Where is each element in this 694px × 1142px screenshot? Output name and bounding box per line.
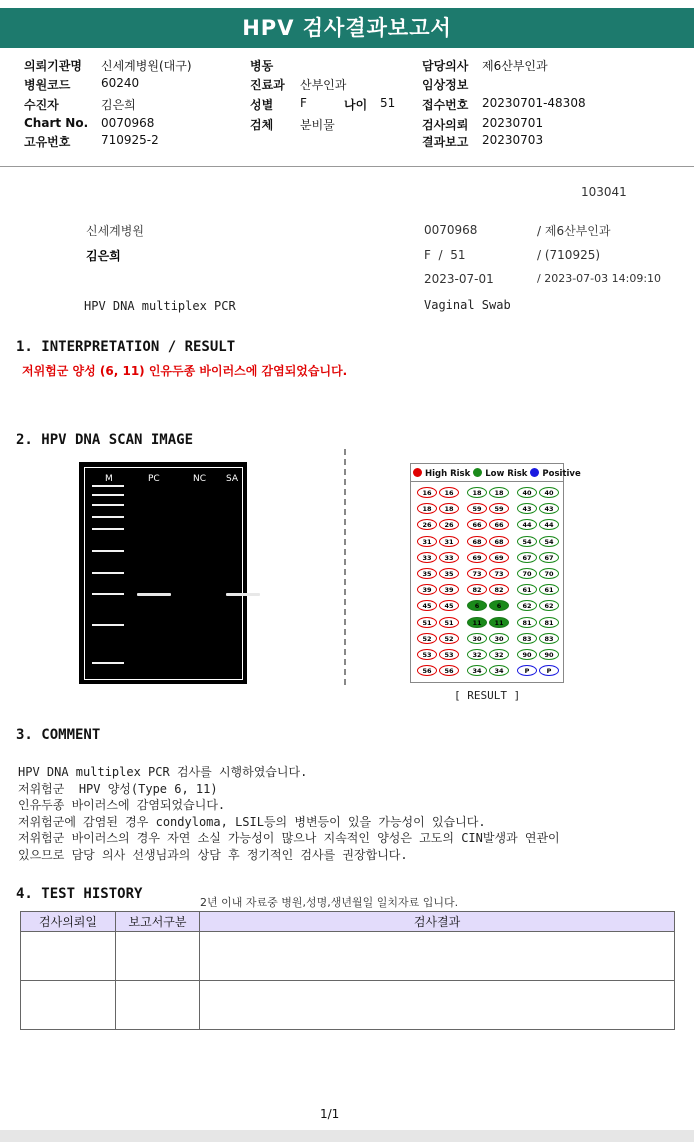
genotype-oval: 68 <box>467 536 487 547</box>
genotype-oval: 18 <box>489 487 509 498</box>
genotype-oval: 43 <box>517 503 537 514</box>
genotype-oval: 69 <box>467 552 487 563</box>
print-test-name: HPV DNA multiplex PCR <box>84 299 236 313</box>
header-label: 병원코드 <box>24 78 71 92</box>
lane-label-sa: SA <box>226 474 239 484</box>
page-number: 1/1 <box>320 1107 340 1121</box>
header-label: 성별 <box>250 98 274 112</box>
history-col-request-date: 검사의뢰일 <box>21 912 116 932</box>
history-table <box>20 911 675 1030</box>
genotype-oval: 35 <box>417 568 437 579</box>
genotype-oval: 33 <box>439 552 459 563</box>
genotype-oval: 32 <box>467 649 487 660</box>
print-specimen: Vaginal Swab <box>424 298 511 312</box>
genotype-oval: 44 <box>539 519 559 530</box>
report-title: HPV 검사결과보고서 <box>0 8 694 48</box>
genotype-oval: 6 <box>489 600 509 611</box>
header-label: 담당의사 <box>422 59 469 73</box>
genotype-oval: 18 <box>439 503 459 514</box>
section-scan-image-heading: 2. HPV DNA SCAN IMAGE <box>16 432 194 448</box>
footer-bar <box>0 1130 694 1142</box>
header-label: 수진자 <box>24 98 59 112</box>
high-risk-dot <box>413 468 422 477</box>
ladder-band <box>92 516 124 518</box>
genotype-oval: 11 <box>489 617 509 628</box>
history-col-result: 검사결과 <box>200 912 675 932</box>
genotype-oval: 67 <box>517 552 537 563</box>
hpv-genotype-panel <box>410 463 581 683</box>
header-divider <box>0 166 694 167</box>
header-value: 60240 <box>101 76 140 90</box>
print-patient: 김은희 <box>86 249 121 263</box>
genotype-oval: 52 <box>417 633 437 644</box>
genotype-oval: 73 <box>467 568 487 579</box>
genotype-oval: 61 <box>517 584 537 595</box>
ladder-band <box>92 485 124 487</box>
header-value: 신세계병원(대구) <box>101 59 192 73</box>
ladder-band <box>92 593 124 595</box>
genotype-oval: 81 <box>539 617 559 628</box>
legend-pos: Positive <box>542 469 581 479</box>
section-interpretation-heading: 1. INTERPRETATION / RESULT <box>16 339 236 355</box>
genotype-oval: 83 <box>517 633 537 644</box>
genotype-oval: 11 <box>467 617 487 628</box>
genotype-oval: 62 <box>517 600 537 611</box>
genotype-oval: 16 <box>417 487 437 498</box>
ladder-band <box>92 528 124 530</box>
ladder-band <box>92 624 124 626</box>
ladder-band <box>92 504 124 506</box>
header-label: Chart No. <box>24 116 89 130</box>
ladder-band <box>92 494 124 496</box>
header-value: 0070968 <box>101 116 155 130</box>
header-label: 검사의뢰 <box>422 118 469 132</box>
genotype-oval: 56 <box>417 665 437 676</box>
positive-dot <box>530 468 539 477</box>
interpretation-result: 저위험군 양성 (6, 11) 인유두종 바이러스에 감염되었습니다. <box>22 364 348 378</box>
gel-electrophoresis-image <box>80 463 246 683</box>
print-chart: 0070968 <box>424 223 478 237</box>
genotype-oval: 45 <box>439 600 459 611</box>
genotype-oval: 66 <box>489 519 509 530</box>
age-value: 51 <box>380 96 396 110</box>
print-birth: / (710925) <box>537 248 601 262</box>
genotype-oval: 90 <box>539 649 559 660</box>
legend-high: High Risk <box>424 469 471 479</box>
genotype-oval: 30 <box>489 633 509 644</box>
print-dept: / 제6산부인과 <box>537 224 611 238</box>
table-row <box>21 932 675 981</box>
genotype-oval: 62 <box>539 600 559 611</box>
genotype-oval: 43 <box>539 503 559 514</box>
print-sex-age: F / 51 <box>424 248 466 262</box>
comment-text <box>18 764 560 863</box>
genotype-oval: 32 <box>489 649 509 660</box>
genotype-oval: 39 <box>417 584 437 595</box>
history-header-row <box>21 912 675 932</box>
print-report-datetime: / 2023-07-03 14:09:10 <box>537 272 662 285</box>
header-value: 20230701-48308 <box>482 96 586 110</box>
genotype-oval: 83 <box>539 633 559 644</box>
genotype-oval: P <box>517 665 537 676</box>
genotype-oval: 90 <box>517 649 537 660</box>
ladder-band <box>92 550 124 552</box>
print-hospital: 신세계병원 <box>86 224 144 238</box>
genotype-oval: 66 <box>467 519 487 530</box>
age-label: 나이 <box>344 98 368 112</box>
genotype-oval: 40 <box>539 487 559 498</box>
genotype-oval: 73 <box>489 568 509 579</box>
result-caption: [ RESULT ] <box>454 689 521 702</box>
genotype-oval: 81 <box>517 617 537 628</box>
genotype-oval: 68 <box>489 536 509 547</box>
genotype-oval: 33 <box>417 552 437 563</box>
header-value: 710925-2 <box>101 133 159 147</box>
genotype-oval: P <box>539 665 559 676</box>
genotype-oval: 53 <box>417 649 437 660</box>
section-history-heading: 4. TEST HISTORY <box>16 886 143 902</box>
header-label: 결과보고 <box>422 135 469 149</box>
lane-label-pc: PC <box>148 474 160 484</box>
genotype-oval: 52 <box>439 633 459 644</box>
header-label: 진료과 <box>250 78 285 92</box>
genotype-oval: 82 <box>489 584 509 595</box>
genotype-oval: 6 <box>467 600 487 611</box>
genotype-oval: 59 <box>467 503 487 514</box>
history-col-report-type: 보고서구분 <box>116 912 200 932</box>
genotype-oval: 82 <box>467 584 487 595</box>
genotype-oval: 54 <box>539 536 559 547</box>
band-sa <box>226 593 260 596</box>
genotype-oval: 59 <box>489 503 509 514</box>
comment-line: 저위험군 HPV 양성(Type 6, 11) <box>18 781 218 796</box>
header-value: 분비물 <box>300 118 335 132</box>
genotype-oval: 39 <box>439 584 459 595</box>
genotype-oval: 67 <box>539 552 559 563</box>
genotype-oval: 51 <box>417 617 437 628</box>
genotype-oval: 30 <box>467 633 487 644</box>
legend-low: Low Risk <box>485 469 528 479</box>
header-label: 고유번호 <box>24 135 71 149</box>
genotype-oval: 53 <box>439 649 459 660</box>
genotype-oval: 31 <box>439 536 459 547</box>
genotype-oval: 26 <box>439 519 459 530</box>
genotype-oval: 70 <box>517 568 537 579</box>
comment-line: 저위험군에 감염된 경우 condyloma, LSIL등의 병변등이 있을 가능성이 있습니다. <box>18 814 486 829</box>
genotype-oval: 44 <box>517 519 537 530</box>
genotype-oval: 70 <box>539 568 559 579</box>
header-value: 20230701 <box>482 116 544 130</box>
header-label: 접수번호 <box>422 98 469 112</box>
print-code: 103041 <box>581 185 627 199</box>
header-label: 병동 <box>250 59 274 73</box>
legend-divider <box>411 481 563 482</box>
lane-label-m: M <box>105 474 113 484</box>
header-value: 20230703 <box>482 133 544 147</box>
genotype-oval: 18 <box>467 487 487 498</box>
genotype-oval: 51 <box>439 617 459 628</box>
comment-line: 저위험군 바이러스의 경우 자연 소실 가능성이 많으나 지속적인 양성은 고도의 CIN발생과 연관이 <box>18 831 560 845</box>
section-comment-heading: 3. COMMENT <box>16 727 101 743</box>
header-label: 검체 <box>250 118 274 132</box>
genotype-oval: 56 <box>439 665 459 676</box>
header-label: 의뢰기관명 <box>24 59 82 73</box>
history-note: 2년 이내 자료중 병원,성명,생년월일 일치자료 입니다. <box>200 896 459 909</box>
header-value: 제6산부인과 <box>482 59 548 73</box>
comment-line: 있으므로 담당 의사 선생님과의 상담 후 정기적인 검사를 권장합니다. <box>18 847 408 862</box>
low-risk-dot <box>473 468 482 477</box>
ladder-band <box>92 572 124 574</box>
genotype-oval: 40 <box>517 487 537 498</box>
genotype-oval: 16 <box>439 487 459 498</box>
header-value: 김은희 <box>101 98 136 112</box>
ladder-band <box>92 662 124 664</box>
genotype-oval: 54 <box>517 536 537 547</box>
genotype-oval: 69 <box>489 552 509 563</box>
genotype-oval: 35 <box>439 568 459 579</box>
genotype-oval: 45 <box>417 600 437 611</box>
panel-legend <box>413 468 581 479</box>
genotype-oval: 34 <box>467 665 487 676</box>
comment-line: HPV DNA multiplex PCR 검사를 시행하였습니다. <box>18 765 308 779</box>
genotype-oval: 26 <box>417 519 437 530</box>
comment-line: 인유두종 바이러스에 감염되었습니다. <box>18 798 226 812</box>
header-value: 산부인과 <box>300 78 347 92</box>
header-value: F <box>300 96 307 110</box>
lane-label-nc: NC <box>193 474 207 484</box>
genotype-oval: 18 <box>417 503 437 514</box>
band-pc <box>137 593 171 596</box>
print-request-date: 2023-07-01 <box>424 272 494 286</box>
header-label: 임상정보 <box>422 78 469 92</box>
table-row <box>21 981 675 1030</box>
image-divider <box>344 449 346 685</box>
genotype-oval: 34 <box>489 665 509 676</box>
genotype-oval: 31 <box>417 536 437 547</box>
genotype-oval: 61 <box>539 584 559 595</box>
